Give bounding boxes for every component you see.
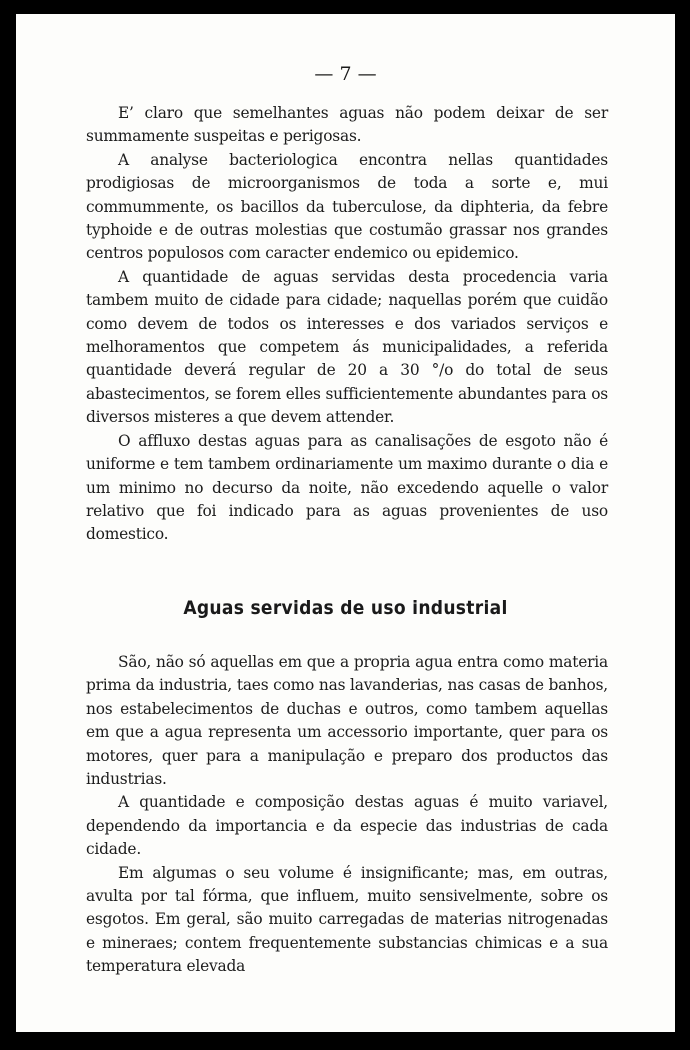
page-number: — 7 — <box>314 63 377 85</box>
paragraph: O affluxo destas aguas para as canalisações de esgoto não é uniforme e tem tambem ordinariamente um maximo durante o dia e um minimo no decurso da noite, não excedendo aquelle o valor relativo que foi indicado para as aguas provenientes de uso domestico. <box>86 431 608 544</box>
paragraph: Em algumas o seu volume é insignificante; mas, em outras, avulta por tal fórma, que influem, muito sensivelmente, sobre os esgotos. Em geral, são muito carregadas de materias nitrogenadas e mineraes; contem frequentemente substancias chimicas e a sua temperatura elevada <box>86 863 608 976</box>
paragraph: E’ claro que semelhantes aguas não podem deixar de ser summamente suspeitas e perigosas. <box>86 104 608 146</box>
section-heading: Aguas servidas de uso industrial <box>183 597 508 619</box>
paragraph: A quantidade de aguas servidas desta procedencia varia tambem muito de cidade para cidade; naquellas porém que cuidão como devem de todos os interesses e dos variados serviços e melhoramentos que competem ás municipalidades, a referida quantidade deverá regular de 20 a 30 °/o do total de seus abastecimentos, se forem elles sufficientemente abundantes para os diversos misteres a que devem attender. <box>86 267 608 427</box>
book-page <box>16 14 675 1032</box>
text-block-bottom <box>86 651 608 979</box>
text-block-top <box>86 102 608 547</box>
paragraph: São, não só aquellas em que a propria agua entra como materia prima da industria, taes como nas lavanderias, nas casas de banhos, nos estabelecimentos de duchas e outros, como tambem aquellas em que a agua representa um accessorio importante, quer para os motores, quer para a manipulação e preparo dos productos das industrias. <box>86 653 608 789</box>
paragraph: A quantidade e composição destas aguas é muito variavel, dependendo da importancia e da especie das industrias de cada cidade. <box>86 793 608 859</box>
paragraph: A analyse bacteriologica encontra nellas quantidades prodigiosas de microorganismos de toda a sorte e, mui commummente, os bacillos da tuberculose, da diphteria, da febre typhoide e de outras molestias que costumão grassar nos grandes centros populosos com caracter endemico ou epidemico. <box>86 150 608 263</box>
